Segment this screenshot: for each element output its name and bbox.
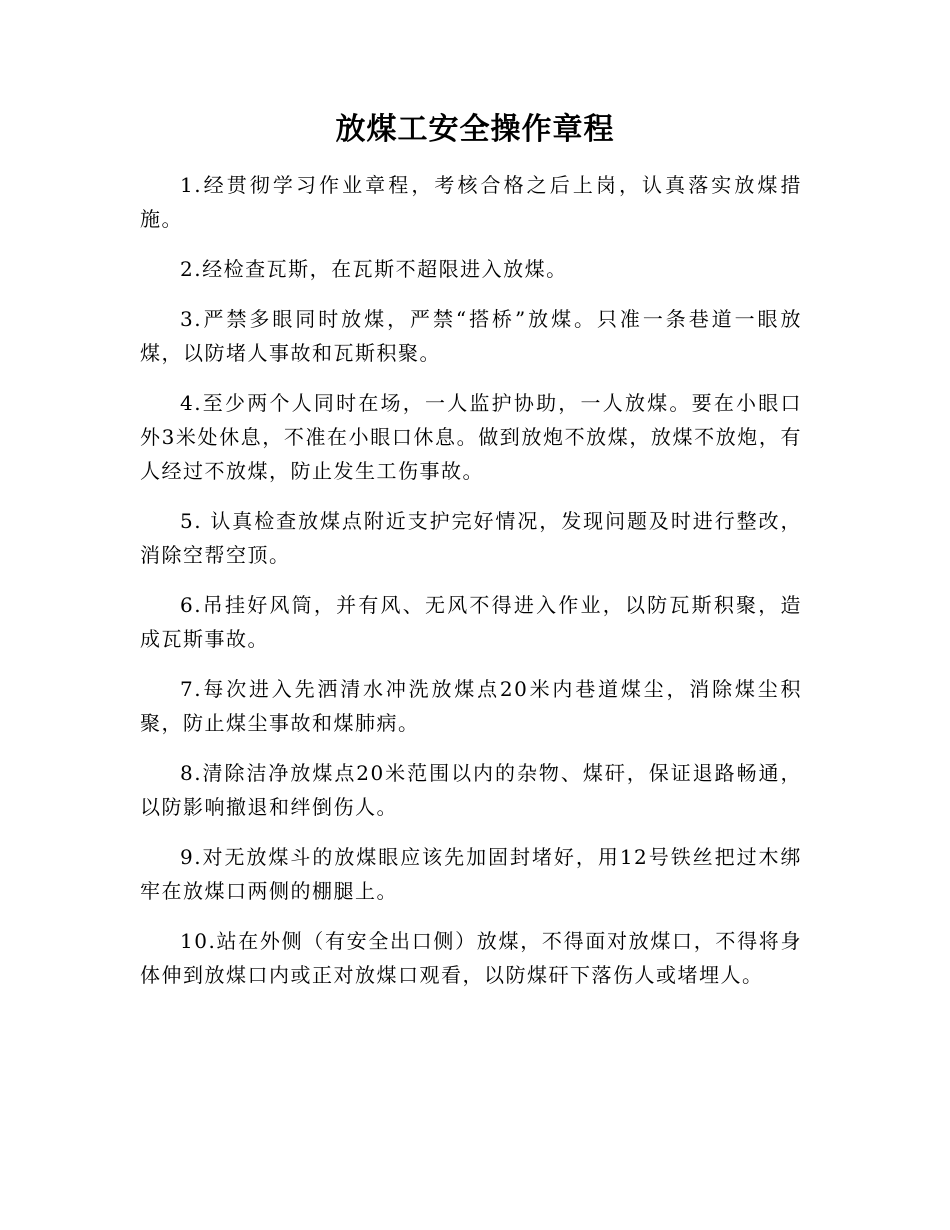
document-title: 放煤工安全操作章程 bbox=[335, 112, 615, 147]
paragraph-8: 8.清除洁净放煤点20米范围以内的杂物、煤矸，保证退路畅通，以防影响撤退和绊倒伤人。 bbox=[140, 761, 802, 819]
paragraph-3: 3.严禁多眼同时放煤，严禁“搭桥”放煤。只准一条巷道一眼放煤，以防堵人事故和瓦斯积聚。 bbox=[140, 307, 802, 365]
paragraph-5: 5. 认真检查放煤点附近支护完好情况，发现问题及时进行整改，消除空帮空顶。 bbox=[140, 509, 802, 567]
paragraph-6: 6.吊挂好风筒，并有风、无风不得进入作业，以防瓦斯积聚，造成瓦斯事故。 bbox=[140, 593, 802, 651]
paragraph-2: 2.经检查瓦斯，在瓦斯不超限进入放煤。 bbox=[180, 257, 568, 281]
paragraph-9: 9.对无放煤斗的放煤眼应该先加固封堵好，用12号铁丝把过木绑牢在放煤口两侧的棚腿上。 bbox=[140, 845, 802, 903]
paragraph-4: 4.至少两个人同时在场，一人监护协助，一人放煤。要在小眼口外3米处休息，不准在小眼口休息。做到放炮不放煤，放煤不放炮，有人经过不放煤，防止发生工伤事故。 bbox=[140, 391, 802, 483]
document-body bbox=[140, 168, 802, 1008]
paragraph-1: 1.经贯彻学习作业章程，考核合格之后上岗，认真落实放煤措施。 bbox=[140, 173, 802, 231]
paragraph-7: 7.每次进入先洒清水冲洗放煤点20米内巷道煤尘，消除煤尘积聚，防止煤尘事故和煤肺病。 bbox=[140, 677, 802, 735]
paragraph-10: 10.站在外侧（有安全出口侧）放煤，不得面对放煤口，不得将身体伸到放煤口内或正对放煤口观看，以防煤矸下落伤人或堵埋人。 bbox=[140, 929, 802, 987]
